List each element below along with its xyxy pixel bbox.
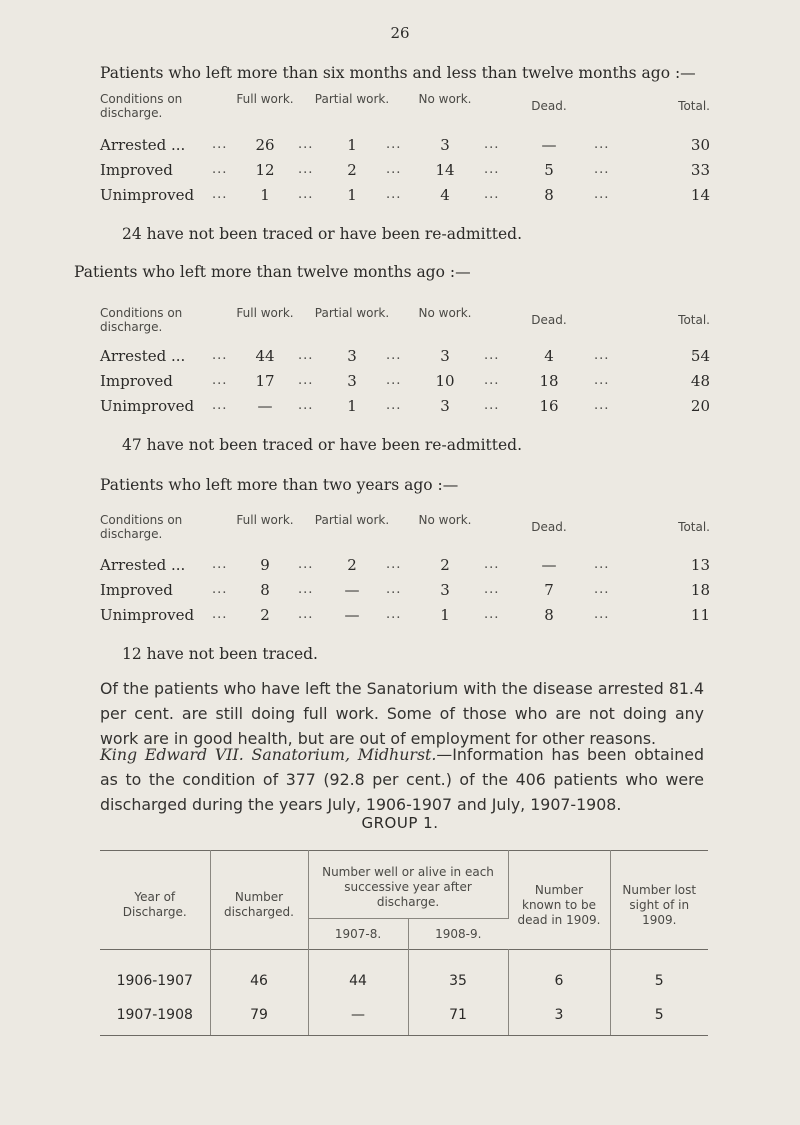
row-label: Improved bbox=[100, 581, 173, 599]
cell-nowork: ... 3 bbox=[396, 393, 494, 419]
cell-dead: ... 8 bbox=[494, 602, 604, 628]
cell-1908-9: 35 bbox=[408, 964, 508, 998]
group-table bbox=[100, 850, 708, 1036]
section-3-header bbox=[100, 513, 710, 541]
cell-total: ... 30 bbox=[604, 132, 710, 158]
paragraph-arrested-summary: Of the patients who have left the Sanatorium with the disease arrested 81.4 per cent. are still doing full work. Some of those who are not doing any work are in good health, but are out of employment for other reasons. bbox=[100, 679, 704, 748]
paragraph-midhurst-text: —Information has been obtained as to the condition of 377 (92.8 per cent.) of the 406 patients who were discharged during the years July, 1906-1907 and July, 1907-1908. bbox=[100, 745, 704, 814]
header-conditions: Conditions on discharge. bbox=[100, 92, 183, 120]
header-alive: Number well or alive in each successive year after discharge. bbox=[308, 851, 508, 919]
cell-nowork: ... 3 bbox=[396, 343, 494, 369]
cell-dead: ... 8 bbox=[494, 182, 604, 208]
table-row bbox=[100, 577, 710, 603]
section-2-header bbox=[100, 306, 710, 334]
row-label: Arrested ... bbox=[100, 556, 186, 574]
table-row bbox=[100, 602, 710, 628]
cell-partial: ... 1 bbox=[308, 393, 396, 419]
cell-dead: ... 18 bbox=[494, 368, 604, 394]
table-row bbox=[100, 393, 710, 419]
header-nowork: No work. bbox=[418, 92, 472, 106]
cell-nowork: ... 14 bbox=[396, 157, 494, 183]
table-row bbox=[100, 998, 708, 1036]
header-conditions: Conditions on discharge. bbox=[100, 306, 183, 334]
cell-dead: ... 7 bbox=[494, 577, 604, 603]
cell-number: 46 bbox=[210, 964, 308, 998]
cell-year: 1906-1907 bbox=[100, 964, 210, 998]
header-lost: Number lost sight of in 1909. bbox=[610, 851, 708, 950]
cell-nowork: ... 1 bbox=[396, 602, 494, 628]
cell-partial: ... 1 bbox=[308, 132, 396, 158]
section-1-header bbox=[100, 92, 710, 120]
group-title: GROUP 1. bbox=[361, 814, 439, 832]
cell-dead: ... 4 bbox=[494, 343, 604, 369]
cell-partial: ... — bbox=[308, 577, 396, 603]
table-row bbox=[100, 182, 710, 208]
cell-total: ... 54 bbox=[604, 343, 710, 369]
header-partial: Partial work. bbox=[314, 513, 390, 527]
header-full: Full work. bbox=[236, 306, 294, 320]
cell-dead: 3 bbox=[508, 998, 610, 1036]
row-label: Improved bbox=[100, 161, 173, 179]
cell-total: ... 14 bbox=[604, 182, 710, 208]
row-label: Unimproved bbox=[100, 397, 195, 415]
section-2-intro: Patients who left more than twelve months ago :— bbox=[74, 263, 471, 281]
cell-dead: ... — bbox=[494, 552, 604, 578]
header-dead: Dead. bbox=[531, 313, 567, 327]
cell-partial: ... 2 bbox=[308, 157, 396, 183]
header-dead: Number known to be dead in 1909. bbox=[508, 851, 610, 950]
header-total: Total. bbox=[678, 99, 710, 113]
header-number: Number discharged. bbox=[210, 851, 308, 950]
cell-full: ... 26 bbox=[222, 132, 308, 158]
cell-total: ... 13 bbox=[604, 552, 710, 578]
table-row bbox=[100, 343, 710, 369]
cell-1907-8: 44 bbox=[308, 964, 408, 998]
cell-1907-8: — bbox=[308, 998, 408, 1036]
row-label: Unimproved bbox=[100, 186, 195, 204]
table-row bbox=[100, 157, 710, 183]
header-partial: Partial work. bbox=[314, 306, 390, 320]
cell-full: ... 1 bbox=[222, 182, 308, 208]
cell-partial: ... 2 bbox=[308, 552, 396, 578]
header-year: Year of Discharge. bbox=[100, 851, 210, 950]
header-total: Total. bbox=[678, 313, 710, 327]
section-2-note: 47 have not been traced or have been re-admitted. bbox=[122, 436, 523, 454]
row-label: Improved bbox=[100, 372, 173, 390]
cell-dead: 6 bbox=[508, 964, 610, 998]
table-row bbox=[100, 132, 710, 158]
header-partial: Partial work. bbox=[314, 92, 390, 106]
section-3-note: 12 have not been traced. bbox=[122, 645, 318, 663]
header-total: Total. bbox=[678, 520, 710, 534]
section-3-intro: Patients who left more than two years ago :— bbox=[100, 476, 459, 494]
header-dead: Dead. bbox=[531, 520, 567, 534]
cell-year: 1907-1908 bbox=[100, 998, 210, 1036]
cell-partial: ... 1 bbox=[308, 182, 396, 208]
cell-total: ... 11 bbox=[604, 602, 710, 628]
cell-total: ... 33 bbox=[604, 157, 710, 183]
cell-full: ... 8 bbox=[222, 577, 308, 603]
cell-full: ... 17 bbox=[222, 368, 308, 394]
header-nowork: No work. bbox=[418, 306, 472, 320]
paragraph-midhurst-title: King Edward VII. Sanatorium, Midhurst. bbox=[100, 745, 437, 764]
cell-partial: ... — bbox=[308, 602, 396, 628]
page-number: 26 bbox=[390, 24, 410, 42]
header-full: Full work. bbox=[236, 92, 294, 106]
cell-partial: ... 3 bbox=[308, 368, 396, 394]
cell-nowork: ... 3 bbox=[396, 577, 494, 603]
header-sub-1908-9: 1908-9. bbox=[435, 926, 482, 941]
header-sub-1907-8: 1907-8. bbox=[308, 919, 408, 950]
table-row bbox=[100, 552, 710, 578]
cell-lost: 5 bbox=[654, 973, 664, 989]
row-label: Arrested ... bbox=[100, 347, 186, 365]
cell-full: ... 12 bbox=[222, 157, 308, 183]
paragraph-midhurst bbox=[100, 742, 704, 817]
row-label: Unimproved bbox=[100, 606, 195, 624]
header-dead: Dead. bbox=[531, 99, 567, 113]
cell-total: ... 48 bbox=[604, 368, 710, 394]
table-row bbox=[100, 368, 710, 394]
cell-nowork: ... 2 bbox=[396, 552, 494, 578]
cell-full: ... 9 bbox=[222, 552, 308, 578]
header-nowork: No work. bbox=[418, 513, 472, 527]
section-1-intro: Patients who left more than six months and less than twelve months ago :— bbox=[100, 64, 696, 82]
cell-1908-9: 71 bbox=[408, 998, 508, 1036]
section-1-note: 24 have not been traced or have been re-admitted. bbox=[122, 225, 523, 243]
cell-full: ... 44 bbox=[222, 343, 308, 369]
cell-nowork: ... 3 bbox=[396, 132, 494, 158]
cell-full: ... — bbox=[222, 393, 308, 419]
table-row bbox=[100, 964, 708, 998]
header-full: Full work. bbox=[236, 513, 294, 527]
cell-nowork: ... 10 bbox=[396, 368, 494, 394]
cell-dead: ... — bbox=[494, 132, 604, 158]
cell-number: 79 bbox=[210, 998, 308, 1036]
cell-total: ... 18 bbox=[604, 577, 710, 603]
row-label: Arrested ... bbox=[100, 136, 186, 154]
cell-dead: ... 16 bbox=[494, 393, 604, 419]
cell-dead: ... 5 bbox=[494, 157, 604, 183]
cell-lost: 5 bbox=[610, 998, 708, 1036]
cell-partial: ... 3 bbox=[308, 343, 396, 369]
header-conditions: Conditions on discharge. bbox=[100, 513, 183, 541]
cell-total: ... 20 bbox=[604, 393, 710, 419]
cell-full: ... 2 bbox=[222, 602, 308, 628]
cell-nowork: ... 4 bbox=[396, 182, 494, 208]
